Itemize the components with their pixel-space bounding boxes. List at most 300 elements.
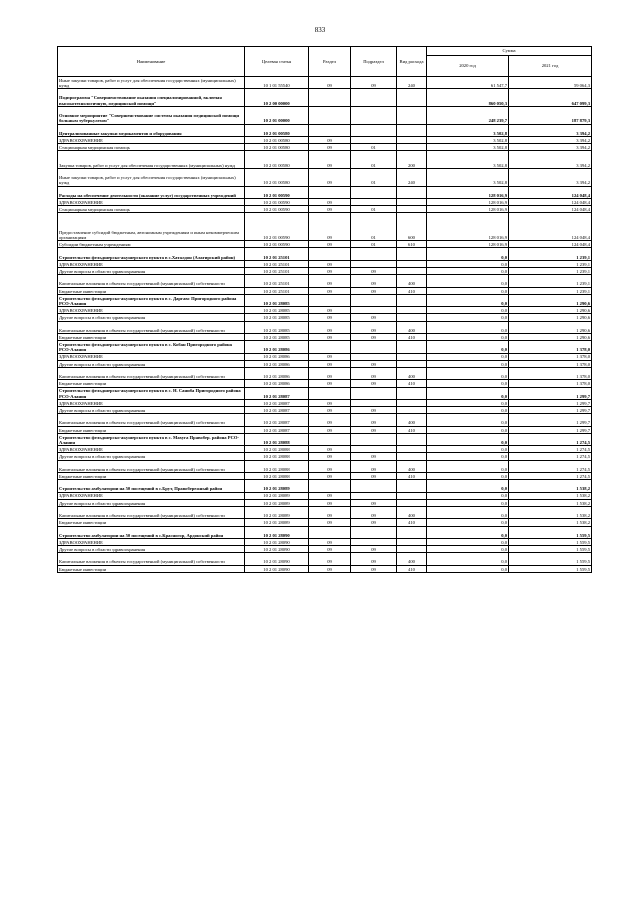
cell-subsection: 01 [351,144,397,151]
cell-section: 09 [309,151,351,169]
table-row [58,538,592,545]
cell-name: ЗДРАВООХРАНЕНИЕ [58,446,245,453]
cell-subsection: 09 [351,506,397,518]
header-name: Наименование [58,47,245,77]
table-row [58,399,592,406]
cell-target-article: 10 2 01 28085 [245,314,309,321]
cell-name: Строительство амбулатории на 50 посещений в с.Брут, Правобережный район [58,480,245,492]
cell-subsection: 09 [351,460,397,472]
table-row [58,506,592,518]
cell-expense-type [397,314,427,321]
cell-sum-2020: 0,0 [427,353,509,360]
cell-subsection [351,387,397,399]
cell-section: 09 [309,492,351,499]
cell-sum-2020: 0,0 [427,321,509,333]
cell-target-article: 10 2 01 28086 [245,353,309,360]
cell-section: 09 [309,144,351,151]
cell-sum-2020: 0,0 [427,565,509,572]
cell-name: ЗДРАВООХРАНЕНИЕ [58,353,245,360]
cell-sum-2020: 0,0 [427,473,509,480]
cell-target-article: 10 2 01 00590 [245,186,309,198]
cell-target-article: 10 2 01 00590 [245,241,309,248]
table-row [58,321,592,333]
cell-sum-2020: 0,0 [427,526,509,538]
cell-subsection: 01 [351,151,397,169]
table-row [58,206,592,213]
cell-target-article: 10 2 01 28086 [245,341,309,353]
cell-expense-type [397,307,427,314]
cell-expense-type: 400 [397,321,427,333]
cell-sum-2020: 0,0 [427,380,509,387]
cell-expense-type [397,248,427,260]
cell-sum-2020: 0,0 [427,268,509,275]
cell-expense-type: 410 [397,565,427,572]
cell-name: Стационарная медицинская помощь [58,206,245,213]
cell-subsection: 09 [351,314,397,321]
header-expense-type: Вид расхода [397,47,427,77]
cell-sum-2020: 0,0 [427,553,509,565]
table-row [58,546,592,553]
cell-target-article: 10 2 01 28085 [245,294,309,306]
cell-expense-type: 400 [397,506,427,518]
header-year-2020: 2020 год [427,56,509,77]
cell-target-article: 10 2 01 00590 [245,206,309,213]
cell-sum-2020: 0,0 [427,294,509,306]
cell-sum-2021: 1 299,7 [509,387,592,399]
table-row [58,519,592,526]
cell-expense-type [397,136,427,143]
cell-name: ЗДРАВООХРАНЕНИЕ [58,260,245,267]
cell-sum-2021: 124 048,4 [509,213,592,241]
cell-name: Бюджетные инвестиции [58,473,245,480]
cell-name: Иные закупки товаров, работ и услуг для обеспечения государственных (муниципальных) нужд [58,77,245,89]
cell-sum-2020: 128 016,9 [427,206,509,213]
cell-section [309,387,351,399]
cell-target-article: 10 2 01 28087 [245,407,309,414]
cell-subsection [351,341,397,353]
cell-sum-2020: 0,0 [427,360,509,367]
cell-sum-2020: 0,0 [427,333,509,340]
cell-sum-2020: 128 016,9 [427,241,509,248]
cell-target-article: 10 2 01 28086 [245,360,309,367]
cell-section [309,433,351,445]
table-row [58,213,592,241]
cell-name: Строительство фельдшерско-акушерского пункта в с.Хаталдон (Алагирский район) [58,248,245,260]
cell-name: ЗДРАВООХРАНЕНИЕ [58,538,245,545]
table-row [58,414,592,426]
cell-section [309,480,351,492]
cell-expense-type [397,106,427,124]
cell-sum-2021: 1 274,5 [509,446,592,453]
header-subsection: Подраздел [351,47,397,77]
cell-expense-type: 410 [397,426,427,433]
table-row [58,198,592,205]
table-row [58,492,592,499]
cell-section: 09 [309,565,351,572]
cell-subsection: 09 [351,275,397,287]
table-row [58,168,592,186]
cell-sum-2020: 0,0 [427,492,509,499]
cell-expense-type [397,268,427,275]
cell-target-article: 10 2 01 25101 [245,268,309,275]
cell-expense-type: 410 [397,287,427,294]
cell-sum-2021: 124 048,4 [509,198,592,205]
cell-subsection [351,446,397,453]
cell-sum-2021: 1 538,2 [509,492,592,499]
table-row [58,426,592,433]
cell-expense-type [397,341,427,353]
cell-section: 09 [309,473,351,480]
cell-name: Другие вопросы в области здравоохранения [58,407,245,414]
cell-sum-2021: 1 239,1 [509,268,592,275]
cell-sum-2021: 1 290,6 [509,333,592,340]
cell-expense-type [397,433,427,445]
cell-name: Расходы на обеспечение деятельности (оказание услуг) государственных учреждений [58,186,245,198]
cell-subsection: 09 [351,333,397,340]
cell-section: 09 [309,275,351,287]
cell-sum-2020: 0,0 [427,426,509,433]
cell-name: Бюджетные инвестиции [58,287,245,294]
cell-section [309,106,351,124]
cell-sum-2020: 3 502,8 [427,136,509,143]
cell-subsection: 09 [351,360,397,367]
cell-subsection: 09 [351,268,397,275]
cell-sum-2020: 3 502,8 [427,168,509,186]
cell-subsection: 09 [351,321,397,333]
cell-name: Иные закупки товаров, работ и услуг для обеспечения государственных (муниципальных) нужд [58,168,245,186]
table-row [58,360,592,367]
cell-name: Подпрограмма "Совершенствование оказания специализированной, включая высокотехнологичную, медицинской помощи" [58,89,245,107]
cell-section [309,89,351,107]
cell-name: Капитальные вложения в объекты государственной (муниципальной) собственности [58,321,245,333]
cell-section [309,248,351,260]
cell-section: 09 [309,446,351,453]
cell-section: 09 [309,136,351,143]
table-row [58,480,592,492]
cell-sum-2020: 0,0 [427,460,509,472]
cell-sum-2021: 1 378,0 [509,341,592,353]
cell-sum-2020: 0,0 [427,307,509,314]
cell-target-article: 10 2 01 28089 [245,480,309,492]
cell-sum-2020: 3 502,8 [427,144,509,151]
cell-sum-2020: 0,0 [427,499,509,506]
table-row [58,307,592,314]
cell-sum-2021: 1 559,5 [509,565,592,572]
cell-name: Капитальные вложения в объекты государственной (муниципальной) собственности [58,367,245,379]
cell-name: Бюджетные инвестиции [58,565,245,572]
cell-target-article: 10 2 00 00000 [245,89,309,107]
cell-name: Субсидии бюджетным учреждениям [58,241,245,248]
budget-table [57,46,592,573]
cell-sum-2021: 1 299,7 [509,399,592,406]
cell-subsection [351,248,397,260]
cell-subsection [351,89,397,107]
cell-name: Предоставление субсидий бюджетным, автономным учреждениям и иным некоммерческим организациям [58,213,245,241]
cell-section: 09 [309,321,351,333]
cell-subsection [351,186,397,198]
cell-name: Строительство фельдшерско-акушерского пункта в с. Даргавс Пригородного района РСО-Алания [58,294,245,306]
cell-target-article: 10 1 01 55540 [245,77,309,89]
cell-subsection: 09 [351,499,397,506]
table-row [58,106,592,124]
cell-section: 09 [309,168,351,186]
table-row [58,353,592,360]
cell-expense-type: 400 [397,414,427,426]
cell-section: 09 [309,407,351,414]
cell-target-article: 10 2 01 28087 [245,387,309,399]
cell-subsection [351,492,397,499]
cell-sum-2021: 1 290,6 [509,321,592,333]
cell-expense-type [397,294,427,306]
cell-sum-2021: 1 559,5 [509,553,592,565]
cell-subsection [351,480,397,492]
cell-name: Капитальные вложения в объекты государственной (муниципальной) собственности [58,460,245,472]
cell-sum-2020: 0,0 [427,538,509,545]
cell-sum-2021: 1 378,0 [509,367,592,379]
table-row [58,433,592,445]
cell-expense-type [397,387,427,399]
cell-section: 09 [309,414,351,426]
cell-sum-2021: 1 239,1 [509,275,592,287]
cell-sum-2020: 0,0 [427,453,509,460]
cell-sum-2020: 0,0 [427,519,509,526]
cell-name: Стационарная медицинская помощь [58,144,245,151]
cell-subsection: 01 [351,168,397,186]
cell-section: 09 [309,538,351,545]
cell-name: Другие вопросы в области здравоохранения [58,546,245,553]
cell-expense-type: 410 [397,333,427,340]
cell-target-article: 10 2 01 00580 [245,151,309,169]
cell-sum-2021: 59 064,3 [509,77,592,89]
cell-name: Капитальные вложения в объекты государственной (муниципальной) собственности [58,275,245,287]
cell-target-article: 10 2 01 28087 [245,414,309,426]
cell-sum-2021: 1 538,2 [509,506,592,518]
table-row [58,526,592,538]
cell-target-article: 10 2 01 28090 [245,565,309,572]
cell-subsection: 09 [351,414,397,426]
cell-target-article: 10 2 01 00590 [245,213,309,241]
cell-subsection: 09 [351,407,397,414]
cell-sum-2020: 248 239,7 [427,106,509,124]
cell-sum-2021: 3 394,2 [509,151,592,169]
cell-sum-2021: 3 394,2 [509,144,592,151]
cell-sum-2020: 0,0 [427,446,509,453]
cell-target-article: 10 2 01 00580 [245,168,309,186]
cell-subsection: 09 [351,77,397,89]
cell-sum-2021: 124 048,4 [509,186,592,198]
page-number: 833 [314,26,326,34]
header-sum: Сумма [427,47,592,56]
cell-sum-2021: 1 559,5 [509,526,592,538]
cell-name: ЗДРАВООХРАНЕНИЕ [58,492,245,499]
table-row [58,460,592,472]
cell-section: 09 [309,333,351,340]
cell-subsection [351,124,397,136]
table-row [58,260,592,267]
cell-name: ЗДРАВООХРАНЕНИЕ [58,307,245,314]
cell-expense-type [397,198,427,205]
table-row [58,144,592,151]
table-row [58,333,592,340]
cell-sum-2021: 647 099,3 [509,89,592,107]
cell-subsection: 09 [351,426,397,433]
cell-target-article: 10 2 01 00580 [245,136,309,143]
cell-name: Бюджетные инвестиции [58,380,245,387]
cell-sum-2021: 1 299,7 [509,414,592,426]
cell-target-article: 10 2 01 28088 [245,460,309,472]
cell-sum-2021: 1 274,5 [509,433,592,445]
cell-sum-2021: 1 378,0 [509,353,592,360]
cell-name: Капитальные вложения в объекты государственной (муниципальной) собственности [58,506,245,518]
cell-expense-type: 200 [397,151,427,169]
cell-subsection: 09 [351,367,397,379]
cell-expense-type [397,360,427,367]
cell-target-article: 10 2 01 28090 [245,526,309,538]
cell-target-article: 10 2 01 28089 [245,492,309,499]
cell-sum-2020: 0,0 [427,260,509,267]
cell-expense-type [397,144,427,151]
cell-sum-2021: 1 274,5 [509,473,592,480]
table-row [58,89,592,107]
cell-expense-type: 410 [397,380,427,387]
cell-sum-2020: 3 502,8 [427,124,509,136]
cell-sum-2021: 1 239,1 [509,287,592,294]
cell-sum-2020: 0,0 [427,287,509,294]
cell-section: 09 [309,198,351,205]
cell-section [309,186,351,198]
cell-sum-2020: 0,0 [427,399,509,406]
cell-section: 09 [309,241,351,248]
cell-subsection: 09 [351,453,397,460]
cell-section: 09 [309,453,351,460]
cell-sum-2020: 0,0 [427,387,509,399]
cell-section: 09 [309,380,351,387]
table-row [58,453,592,460]
cell-sum-2021: 1 378,0 [509,380,592,387]
table-row [58,136,592,143]
cell-subsection [351,136,397,143]
cell-subsection [351,294,397,306]
cell-subsection [351,106,397,124]
cell-name: Строительство амбулатории на 50 посещений в с.Красногор, Ардонский район [58,526,245,538]
cell-section: 09 [309,353,351,360]
table-row [58,565,592,572]
cell-sum-2021: 1 274,5 [509,460,592,472]
cell-sum-2021: 1 559,5 [509,538,592,545]
cell-sum-2020: 0,0 [427,314,509,321]
table-row [58,387,592,399]
header-row-top [58,47,592,56]
cell-expense-type [397,124,427,136]
cell-subsection [351,433,397,445]
cell-subsection: 09 [351,287,397,294]
cell-subsection [351,307,397,314]
cell-name: Основное мероприятие "Совершенствование системы оказания медицинской помощи больным туберкулезом" [58,106,245,124]
cell-name: Другие вопросы в области здравоохранения [58,268,245,275]
cell-target-article: 10 2 01 28089 [245,519,309,526]
table-row [58,77,592,89]
cell-section [309,124,351,136]
cell-sum-2020: 0,0 [427,341,509,353]
cell-section: 09 [309,553,351,565]
cell-expense-type: 400 [397,460,427,472]
table-row [58,248,592,260]
cell-subsection: 09 [351,553,397,565]
cell-sum-2021: 1 378,0 [509,360,592,367]
cell-subsection: 09 [351,546,397,553]
cell-section: 09 [309,519,351,526]
cell-expense-type: 600 [397,213,427,241]
cell-sum-2020: 0,0 [427,546,509,553]
cell-section: 09 [309,399,351,406]
cell-target-article: 10 2 01 28088 [245,453,309,460]
cell-sum-2021: 124 048,4 [509,241,592,248]
cell-sum-2021: 1 299,7 [509,407,592,414]
cell-sum-2021: 1 290,6 [509,307,592,314]
table-row [58,287,592,294]
cell-section: 09 [309,460,351,472]
cell-subsection: 09 [351,565,397,572]
cell-name: Другие вопросы в области здравоохранения [58,360,245,367]
cell-name: ЗДРАВООХРАНЕНИЕ [58,136,245,143]
cell-expense-type: 240 [397,168,427,186]
cell-sum-2021: 1 559,5 [509,546,592,553]
cell-target-article: 10 2 01 28085 [245,333,309,340]
cell-subsection [351,399,397,406]
cell-section: 09 [309,360,351,367]
cell-section: 09 [309,287,351,294]
cell-section: 09 [309,546,351,553]
cell-sum-2021: 124 048,4 [509,206,592,213]
table-row [58,275,592,287]
cell-expense-type [397,89,427,107]
cell-expense-type [397,453,427,460]
cell-target-article: 10 2 01 25101 [245,260,309,267]
cell-target-article: 10 2 01 00000 [245,106,309,124]
cell-expense-type [397,492,427,499]
cell-sum-2021: 1 538,2 [509,499,592,506]
cell-target-article: 10 2 01 28086 [245,367,309,379]
cell-expense-type [397,399,427,406]
cell-name: Централизованные закупки медикаментов и оборудования [58,124,245,136]
cell-section: 09 [309,206,351,213]
cell-section: 09 [309,260,351,267]
cell-name: Другие вопросы в области здравоохранения [58,499,245,506]
cell-subsection [351,198,397,205]
cell-expense-type [397,546,427,553]
table-row [58,367,592,379]
cell-name: ЗДРАВООХРАНЕНИЕ [58,399,245,406]
cell-sum-2021: 1 538,2 [509,519,592,526]
cell-section: 09 [309,367,351,379]
cell-target-article: 10 2 01 28085 [245,307,309,314]
header-section: Раздел [309,47,351,77]
table-row [58,268,592,275]
cell-expense-type: 410 [397,519,427,526]
cell-target-article: 10 2 01 28090 [245,553,309,565]
cell-section [309,341,351,353]
cell-sum-2020: 860 050,3 [427,89,509,107]
cell-subsection [351,353,397,360]
cell-name: Капитальные вложения в объекты государственной (муниципальной) собственности [58,414,245,426]
cell-name: Капитальные вложения в объекты государственной (муниципальной) собственности [58,553,245,565]
cell-subsection [351,538,397,545]
table-row [58,241,592,248]
cell-sum-2020: 128 016,9 [427,198,509,205]
cell-name: Другие вопросы в области здравоохранения [58,314,245,321]
cell-sum-2021: 1 290,6 [509,294,592,306]
cell-expense-type [397,206,427,213]
